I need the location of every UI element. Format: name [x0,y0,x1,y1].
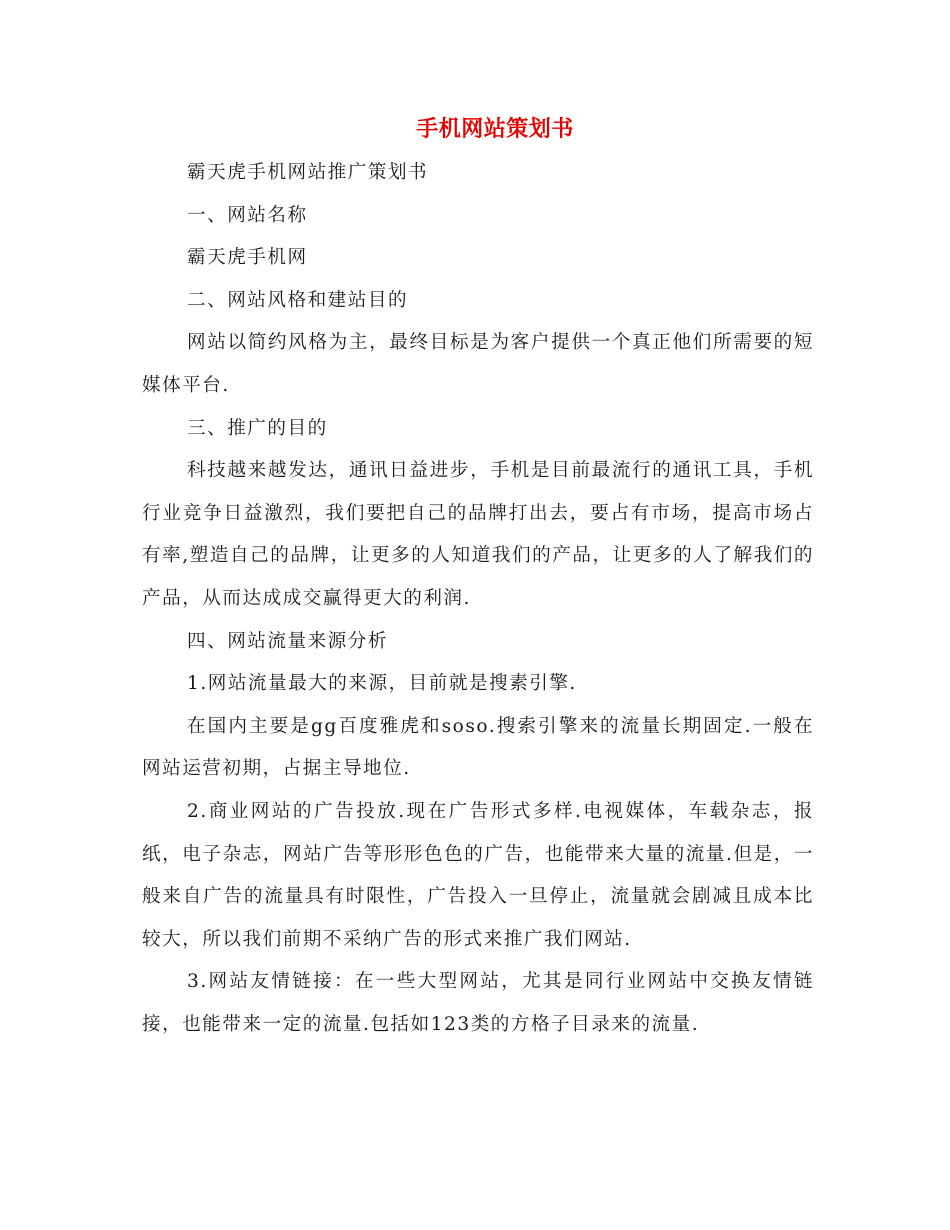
paragraph-style-purpose: 网站以简约风格为主，最终目标是为客户提供一个真正他们所需要的短媒体平台. [142,332,814,396]
section-heading-traffic-sources: 四、网站流量来源分析 [187,630,388,652]
paragraph-traffic-search-detail: 在国内主要是gg百度雅虎和soso.搜索引擎来的流量长期固定.一般在网站运营初期，占据主导地位. [142,715,814,780]
document-body [142,152,814,1046]
paragraph-site-name: 霸天虎手机网 [187,247,308,269]
paragraph-traffic-search: 1.网站流量最大的来源，目前就是搜素引擎. [187,673,577,695]
paragraph-promotion-goal: 科技越来越发达，通讯日益进步，手机是目前最流行的通讯工具，手机行业竞争日益激烈，我们要把自己的品牌打出去，要占有市场，提高市场占有率,塑造自己的品牌，让更多的人知道我们的产品，让更多的人了解我们的产品，从而达成成交赢得更大的利润. [142,460,814,609]
section-heading-style-purpose: 二、网站风格和建站目的 [187,289,409,311]
paragraph-traffic-links: 3.网站友情链接：在一些大型网站，尤其是同行业网站中交换友情链接，也能带来一定的流量.包括如123类的方格子目录来的流量. [142,971,814,1035]
paragraph-subtitle: 霸天虎手机网站推广策划书 [187,162,429,183]
section-heading-site-name: 一、网站名称 [187,204,308,226]
document-title: 手机网站策划书 [416,116,574,142]
section-heading-promotion-goal: 三、推广的目的 [187,417,328,439]
paragraph-traffic-ads: 2.商业网站的广告投放.现在广告形式多样.电视媒体，车载杂志，报纸，电子杂志，网站广告等形形色色的广告，也能带来大量的流量.但是，一般来自广告的流量具有时限性，广告投入一旦停止，流量就会剧减且成本比较大，所以我们前期不采纳广告的形式来推广我们网站. [142,800,814,950]
